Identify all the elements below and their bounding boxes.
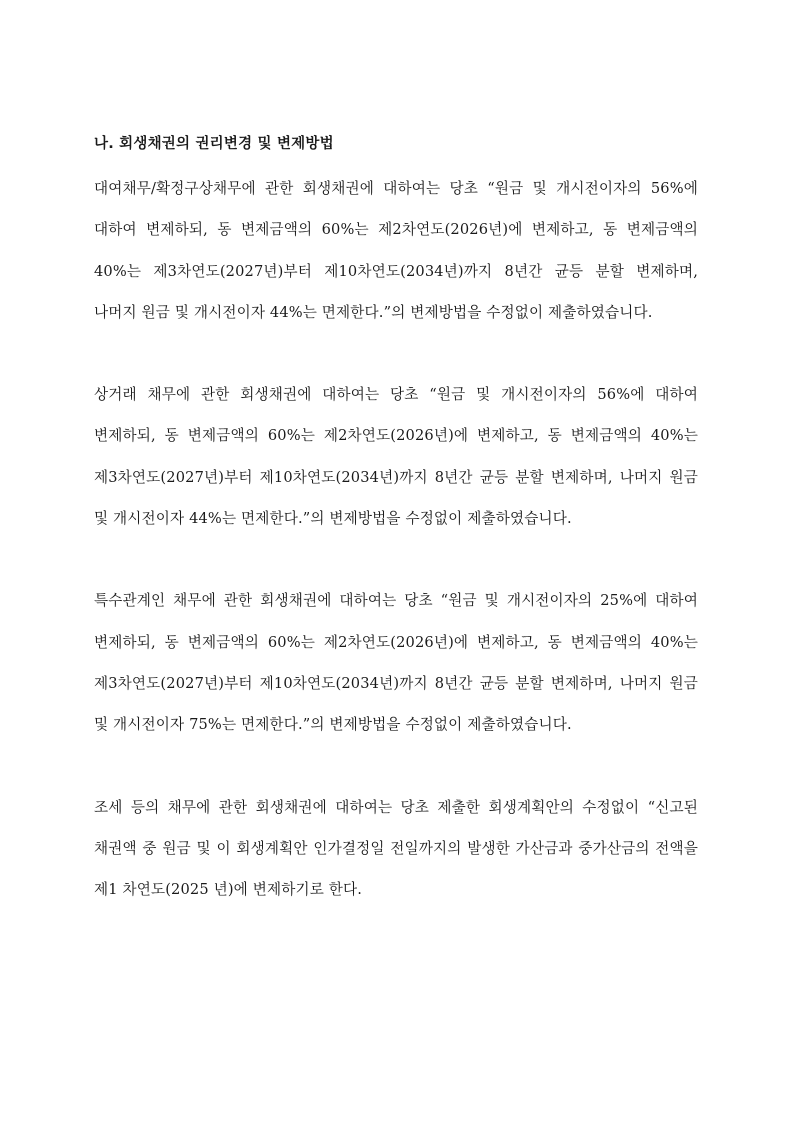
paragraph-related-party-debt: 특수관계인 채무에 관한 회생채권에 대하여는 당초 “원금 및 개시전이자의 25%에 대하여 변제하되, 동 변제금액의 60%는 제2차연도(2026년)에 변제하고, 동 변제금액의 40%는 제3차연도(2027년)부터 제10차연도(2034년)까지 8년간 균등 분할 변제하며, 나머지 원금 및 개시전이자 75%는 면제한다.”의 변제방법을 수정없이 제출하였습니다. [94,592,698,734]
section-heading: 나. 회생채권의 권리변경 및 변제방법 [94,136,334,152]
paragraph-tax-debt: 조세 등의 채무에 관한 회생채권에 대하여는 당초 제출한 회생계획안의 수정없이 “신고된 채권액 중 원금 및 이 회생계획안 인가결정일 전일까지의 발생한 가산금과 중가산금의 전액을 제1 차연도(2025 년)에 변제하기로 한다. [94,798,698,899]
document-page [94,128,698,910]
paragraph-loan-debt: 대여채무/확정구상채무에 관한 회생채권에 대하여는 당초 “원금 및 개시전이자의 56%에 대하여 변제하되, 동 변제금액의 60%는 제2차연도(2026년)에 변제하고, 동 변제금액의 40%는 제3차연도(2027년)부터 제10차연도(2034년)까지 8년간 균등 분할 변제하며, 나머지 원금 및 개시전이자 44%는 면제한다.”의 변제방법을 수정없이 제출하였습니다. [94,180,698,321]
paragraph-commercial-debt: 상거래 채무에 관한 회생채권에 대하여는 당초 “원금 및 개시전이자의 56%에 대하여 변제하되, 동 변제금액의 60%는 제2차연도(2026년)에 변제하고, 동 변제금액의 40%는 제3차연도(2027년)부터 제10차연도(2034년)까지 8년간 균등 분할 변제하며, 나머지 원금 및 개시전이자 44%는 면제한다.”의 변제방법을 수정없이 제출하였습니다. [94,386,698,528]
